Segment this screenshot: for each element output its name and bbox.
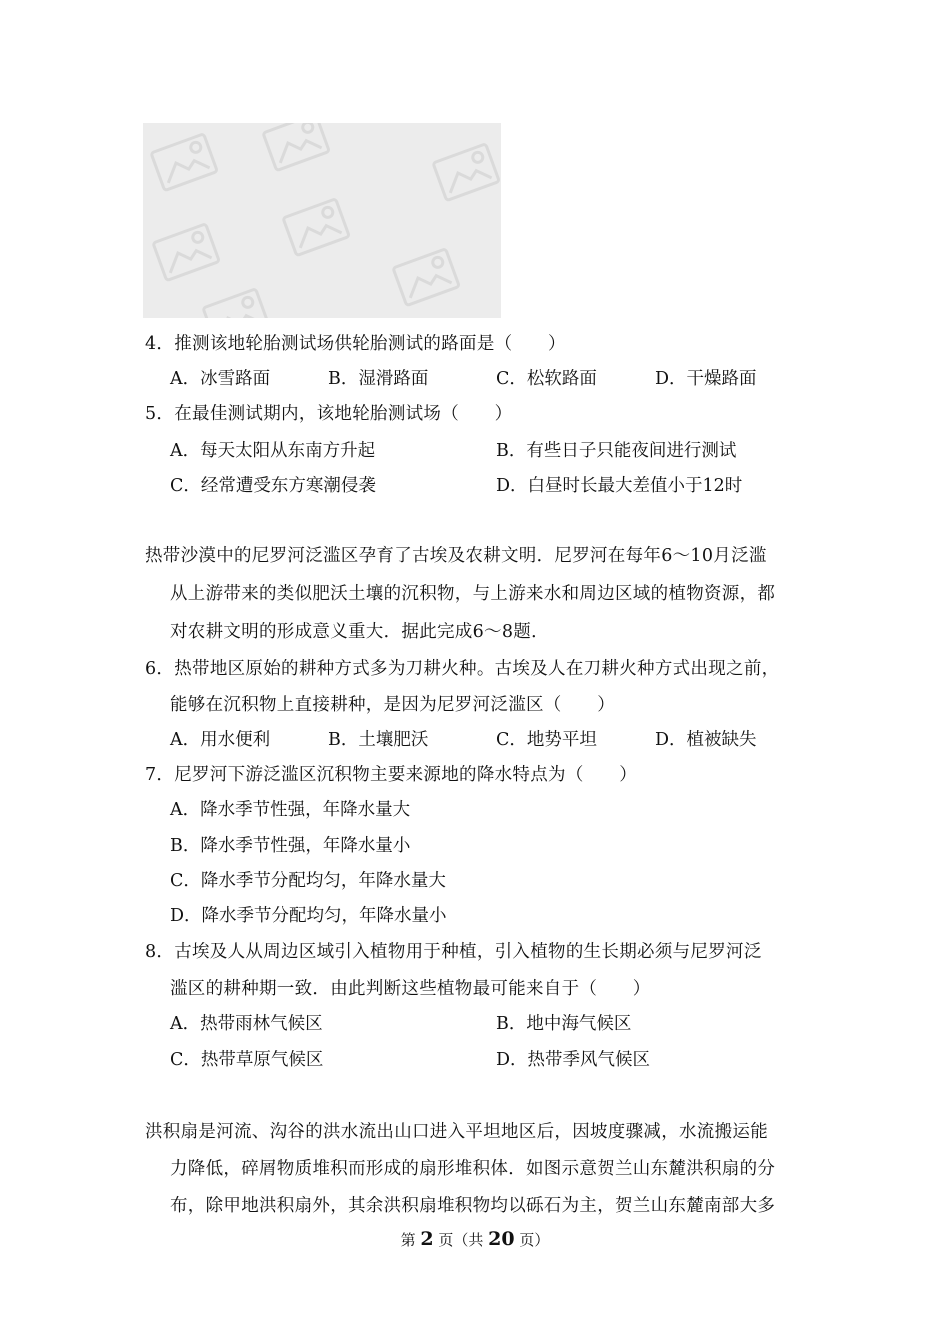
- q5-option-a: A．每天太阳从东南方升起: [170, 441, 376, 461]
- q6-option-a: A．用水便利: [170, 730, 271, 750]
- q5-option-d: D．白昼时长最大差值小于12时: [496, 476, 743, 496]
- q8-option-d: D．热带季风气候区: [496, 1050, 651, 1070]
- q5-stem: 5．在最佳测试期内，该地轮胎测试场（ ）: [145, 404, 513, 424]
- passage3-line-1: 洪积扇是河流、沟谷的洪水流出山口进入平坦地区后，因坡度骤减，水流搬运能: [145, 1122, 768, 1142]
- image-placeholder: [143, 123, 501, 318]
- passage2-line-2: 从上游带来的类似肥沃土壤的沉积物，与上游来水和周边区域的植物资源，都: [170, 584, 776, 604]
- footer-page-number: 2: [420, 1228, 434, 1250]
- q7-option-d: D．降水季节分配均匀，年降水量小: [170, 906, 447, 926]
- q5-option-b: B．有些日子只能夜间进行测试: [496, 441, 737, 461]
- passage3-line-2: 力降低，碎屑物质堆积而形成的扇形堆积体．如图示意贺兰山东麓洪积扇的分: [170, 1159, 776, 1179]
- q8-stem-line-1: 8．古埃及人从周边区域引入植物用于种植，引入植物的生长期必须与尼罗河泛: [145, 942, 762, 962]
- q5-option-c: C．经常遭受东方寒潮侵袭: [170, 476, 376, 496]
- footer-total-pages: 20: [488, 1228, 515, 1250]
- image-placeholder-icon: [143, 123, 501, 318]
- q7-option-c: C．降水季节分配均匀，年降水量大: [170, 871, 446, 891]
- passage2-line-1: 热带沙漠中的尼罗河泛滥区孕育了古埃及农耕文明．尼罗河在每年6～10月泛滥: [145, 546, 767, 566]
- q4-option-d: D．干燥路面: [655, 369, 757, 389]
- q6-stem-line-1: 6．热带地区原始的耕种方式多为刀耕火种。古埃及人在刀耕火种方式出现之前，: [145, 659, 780, 679]
- q4-option-a: A．冰雪路面: [170, 369, 271, 389]
- q7-option-a: A．降水季节性强，年降水量大: [170, 800, 411, 820]
- q7-stem: 7．尼罗河下游泛滥区沉积物主要来源地的降水特点为（ ）: [145, 765, 638, 785]
- q6-option-b: B．土壤肥沃: [328, 730, 429, 750]
- q8-option-c: C．热带草原气候区: [170, 1050, 324, 1070]
- footer-mid: 页（共: [438, 1231, 484, 1249]
- q4-option-c: C．松软路面: [496, 369, 597, 389]
- q4-stem: 4．推测该地轮胎测试场供轮胎测试的路面是（ ）: [145, 334, 566, 354]
- page-footer: [0, 1228, 950, 1251]
- q8-stem-line-2: 滥区的耕种期一致．由此判断这些植物最可能来自于（ ）: [170, 979, 651, 999]
- footer-suffix: 页）: [519, 1231, 550, 1249]
- q8-option-a: A．热带雨林气候区: [170, 1014, 323, 1034]
- q4-option-b: B．湿滑路面: [328, 369, 429, 389]
- q6-option-c: C．地势平坦: [496, 730, 597, 750]
- q8-option-b: B．地中海气候区: [496, 1014, 632, 1034]
- q6-option-d: D．植被缺失: [655, 730, 757, 750]
- passage3-line-3: 布，除甲地洪积扇外，其余洪积扇堆积物均以砾石为主，贺兰山东麓南部大多: [170, 1196, 776, 1216]
- q6-stem-line-2: 能够在沉积物上直接耕种，是因为尼罗河泛滥区（ ）: [170, 695, 615, 715]
- passage2-line-3: 对农耕文明的形成意义重大．据此完成6～8题．: [170, 622, 549, 642]
- footer-prefix: 第: [400, 1231, 416, 1249]
- q7-option-b: B．降水季节性强，年降水量小: [170, 836, 411, 856]
